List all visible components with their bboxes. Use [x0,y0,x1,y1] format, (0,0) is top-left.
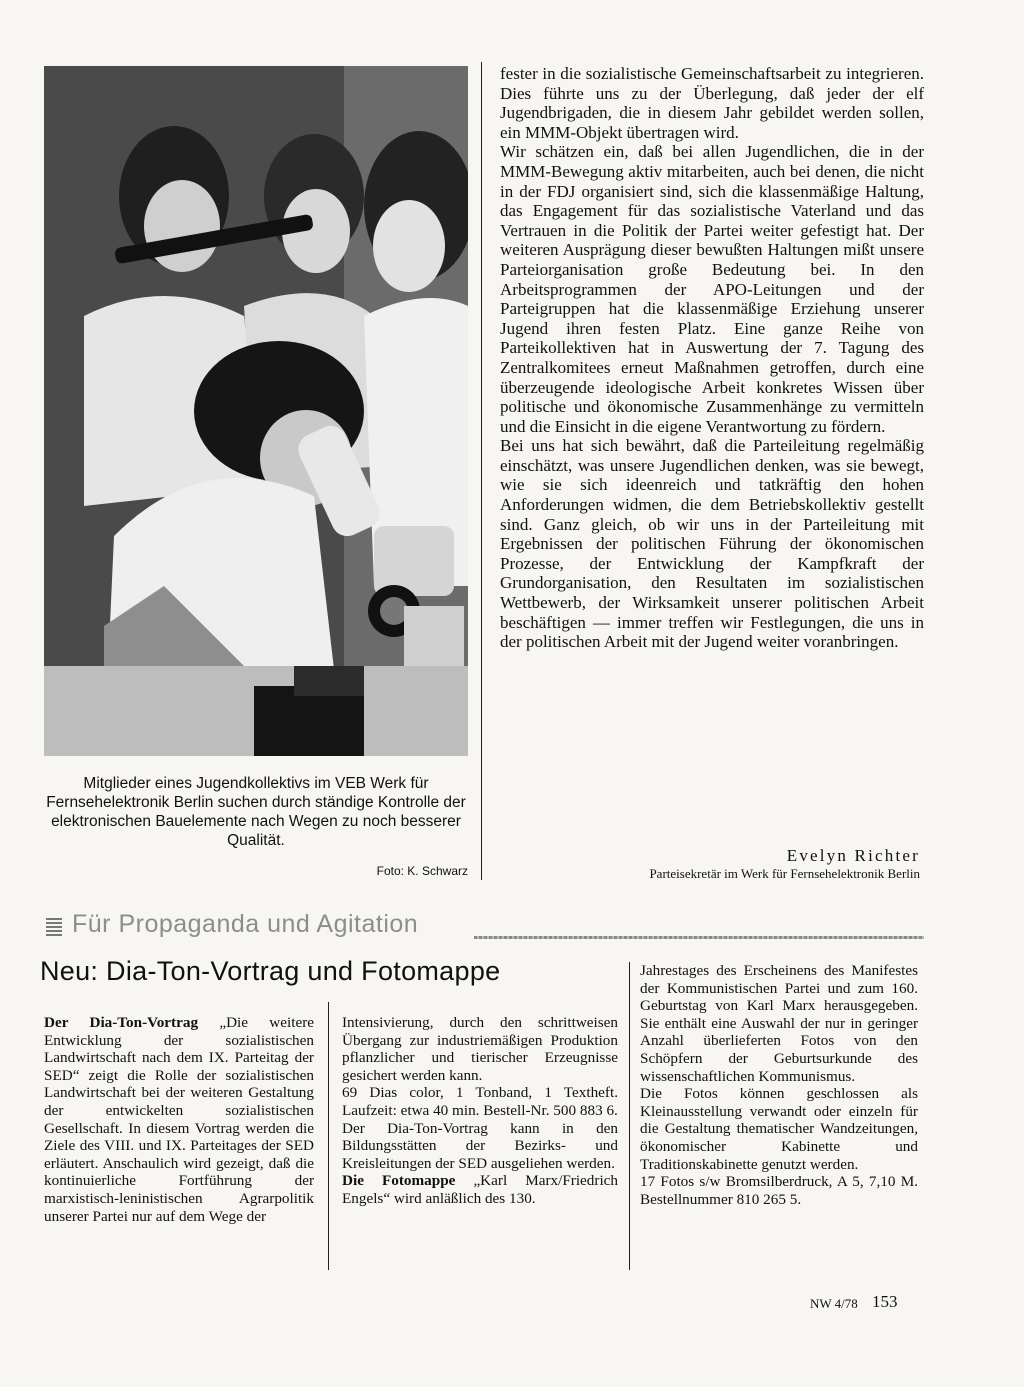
issue-label: NW 4/78 [810,1296,858,1311]
column-divider [481,62,482,880]
headline: Neu: Dia-Ton-Vortrag und Fotomappe [40,956,501,986]
paragraph-text: „Karl Marx/Friedrich Engels“ wird anläßlich des 130. [342,1172,618,1207]
paragraph: Der Dia-Ton-Vortrag kann in den Bildungsstätten der Bezirks- und Kreisleitungen der SED ausgeliehen werden. [342,1119,618,1172]
section-marker-icon [46,916,62,936]
lead-term: Der Dia-Ton-Vortrag [44,1014,199,1031]
paragraph: fester in die sozialistische Gemeinschaftsarbeit zu integrieren. Dies führte uns zu der Überlegung, daß jeder der elf Jugendbrigaden, die in diesem Jahr gebildet werden sollen, ein MMM-Objekt übertragen wird. [500,64,924,142]
column-divider [328,1002,329,1270]
author-role: Parteisekretär im Werk für Fernsehelektronik Berlin [649,866,920,881]
paragraph-text: „Die weitere Entwicklung der sozialistischen Landwirtschaft nach dem IX. Parteitag der SED“ zeigt die Rolle der sozialistischen Landwirtschaft bei der weiteren Gestaltung der entwickelten sozialistischen Gesellschaft. In diesem Vortrag werden die Ziele des VIII. und IX. Parteitages der SED erläutert. Anschaulich wird gezeigt, daß die kontinuierliche Fortführung der marxistisch-leninistischen Agrarpolitik unserer Partei nur auf dem Wege der [44,1014,314,1225]
photo-caption: Mitglieder eines Jugendkollektivs im VEB Werk für Fernsehelektronik Berlin suchen durch ständige Kontrolle der elektronischen Bauelemente nach Wegen zu noch besserer Qualität. [46,775,466,849]
author-name: Evelyn Richter [786,846,920,865]
paragraph [342,1172,618,1207]
photo-illustration [44,66,468,756]
column-divider [629,962,630,1270]
article-photo [44,66,468,756]
paragraph: Wir schätzen ein, daß bei allen Jugendlichen, die in der MMM-Bewegung aktiv mitarbeiten, auch bei denen, die nicht in der FDJ organisiert sind, sich die klassenmäßige Haltung, das Engagement für das sozialistische Vaterland und das Vertrauen in die Politik der Partei weiter gefestigt hat. Der weiteren Ausprägung dieser bewußten Haltungen mißt unsere Parteiorganisation große Bedeutung bei. In den Arbeitsprogrammen der APO-Leitungen und der Parteigruppen hat die klassenmäßige Erziehung unserer Jugend ihren festen Platz. Eine ganze Reihe von Parteikollektiven hat in Auswertung der 7. Tagung des Zentralkomitees erneut Maßnahmen getroffen, durch eine überzeugende ideologische Arbeit konkretes Wissen über politische und ökonomische Zusammenhänge zu vermitteln und die Einsicht in die eigene Verantwortung zu fördern. [500,142,924,436]
column-3 [640,962,918,1208]
paragraph: 69 Dias color, 1 Tonband, 1 Textheft. Laufzeit: etwa 40 min. Bestell-Nr. 500 883 6. [342,1084,618,1119]
column-1 [44,1014,314,1225]
page-number: 153 [872,1292,898,1311]
article-continuation [500,64,924,652]
section-title: Für Propaganda und Agitation [72,910,419,938]
paragraph: Bei uns hat sich bewährt, daß die Parteileitung regelmäßig einschätzt, was unsere Jugendlichen denken, was sie bewegt, wie sie sich ideenreich und tatkräftig den hohen Anforderungen widmen, die dem Betriebskollektiv gestellt sind. Ganz gleich, ob wir uns in der Parteileitung mit Ergebnissen der politischen Führung der ökonomischen Prozesse, der Entwicklung der Kampfkraft der Grundorganisation, den Resultaten im sozialistischen Wettbewerb, der Wirksamkeit unserer politischen Arbeit beschäftigen — immer treffen wir Festlegungen, die uns in der politischen Arbeit mit der Jugend weiter voranbringen. [500,436,924,652]
photo-credit: Foto: K. Schwarz [376,864,468,878]
paragraph: Jahrestages des Erscheinens des Manifestes der Kommunistischen Partei und zum 160. Geburtstag von Karl Marx herausgegeben. Sie enthält eine Auswahl der nur in geringer Anzahl überlieferten Fotos von den Schöpfern der Geburtsurkunde des wissenschaftlichen Kommunismus. [640,962,918,1085]
section-rule [474,936,924,939]
paragraph [44,1014,314,1225]
column-2 [342,1014,618,1208]
paragraph: 17 Fotos s/w Bromsilberdruck, A 5, 7,10 M. Bestellnummer 810 265 5. [640,1173,918,1208]
lead-term: Die Fotomappe [342,1172,456,1190]
paragraph: Intensivierung, durch den schrittweisen Übergang zur industriemäßigen Produktion pflanzlicher und tierischer Erzeugnisse gesichert werden kann. [342,1014,618,1084]
paragraph: Die Fotos können geschlossen als Kleinausstellung verwandt oder einzeln für die Gestaltung thematischer Wandzeitungen, ökonomischer Kabinette und Traditionskabinette genutzt werden. [640,1085,918,1173]
section-header [44,910,924,946]
